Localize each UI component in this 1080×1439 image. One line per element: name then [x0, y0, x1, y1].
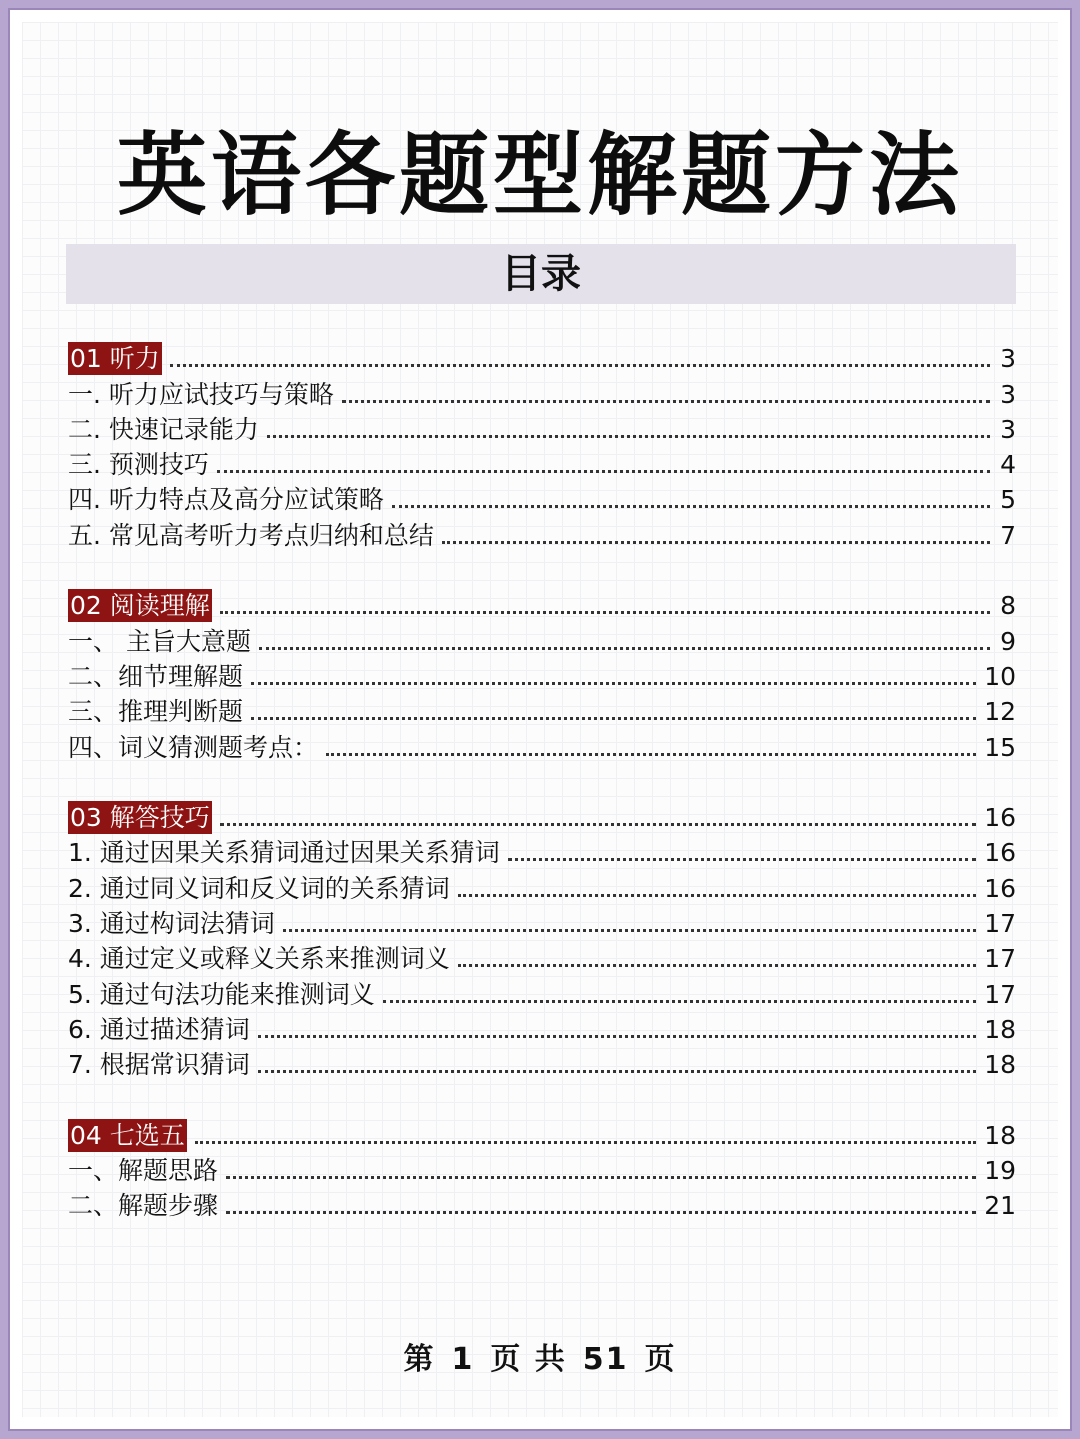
toc-page-number: 10 [984, 661, 1016, 691]
toc-entry-label: 一、 主旨大意题 [68, 626, 251, 656]
toc-entry-label: 一、解题思路 [68, 1156, 219, 1186]
dot-leader [458, 963, 976, 967]
toc-entry-row[interactable] [68, 1187, 1016, 1222]
toc-page-number: 18 [984, 1014, 1016, 1044]
table-of-contents [68, 340, 1016, 1222]
toc-entry-row[interactable] [68, 869, 1016, 904]
footer-prefix: 第 [403, 1342, 436, 1377]
toc-page-number: 12 [984, 697, 1016, 727]
toc-entry-label: 三、推理判断题 [68, 697, 244, 727]
dot-leader [392, 504, 990, 508]
dot-leader [226, 1175, 976, 1179]
footer-mid: 页 共 [490, 1342, 567, 1377]
toc-entry-row[interactable] [68, 834, 1016, 869]
dot-leader [251, 681, 976, 685]
toc-section-heading: 04 七选五 [70, 1120, 185, 1150]
dot-leader [226, 1210, 976, 1214]
toc-section-heading: 01 听力 [70, 344, 160, 374]
toc-entry-label: 2. 通过同义词和反义词的关系猜词 [68, 873, 450, 903]
toc-entry-row[interactable] [68, 1152, 1016, 1187]
dot-leader [220, 822, 976, 826]
dot-leader [195, 1140, 976, 1144]
dot-leader [170, 363, 990, 367]
toc-section-row[interactable] [68, 587, 1016, 622]
footer-current-page: 1 [451, 1342, 475, 1377]
toc-section-heading: 03 解答技巧 [70, 803, 210, 833]
toc-page-number: 21 [984, 1191, 1016, 1221]
toc-page-number: 8 [1000, 591, 1016, 621]
dot-leader [326, 752, 976, 756]
toc-entry-label: 5. 通过句法功能来推测词义 [68, 979, 375, 1009]
toc-section-row[interactable] [68, 1117, 1016, 1152]
document-title: 英语各题型解题方法 [117, 123, 963, 228]
dot-leader [217, 469, 990, 473]
dot-leader [383, 999, 976, 1003]
toc-entry-row[interactable] [68, 411, 1016, 446]
toc-heading: 目录 [66, 244, 1016, 304]
toc-entry-label: 四、词义猜测题考点： [68, 732, 319, 762]
toc-page-number: 3 [1000, 379, 1016, 409]
section-spacer [68, 1081, 1016, 1116]
dot-leader [258, 1034, 976, 1038]
toc-page-number: 19 [984, 1156, 1016, 1186]
toc-entry-row[interactable] [68, 658, 1016, 693]
toc-section-heading: 02 阅读理解 [70, 591, 210, 621]
dot-leader [267, 434, 990, 438]
dot-leader [283, 928, 976, 932]
dot-leader [251, 716, 976, 720]
toc-page-number: 17 [984, 944, 1016, 974]
dot-leader [259, 646, 990, 650]
toc-page-number: 5 [1000, 485, 1016, 515]
toc-entry-row[interactable] [68, 622, 1016, 657]
dot-leader [258, 1069, 976, 1073]
toc-entry-row[interactable] [68, 693, 1016, 728]
toc-entry-label: 3. 通过构词法猜词 [68, 909, 275, 939]
toc-page-number: 17 [984, 909, 1016, 939]
toc-entry-row[interactable] [68, 975, 1016, 1010]
toc-entry-label: 五. 常见高考听力考点归纳和总结 [68, 520, 434, 550]
toc-page-number: 7 [1000, 520, 1016, 550]
toc-entry-row[interactable] [68, 940, 1016, 975]
dot-leader [442, 540, 990, 544]
toc-entry-row[interactable] [68, 481, 1016, 516]
toc-page-number: 16 [984, 838, 1016, 868]
toc-entry-label: 四. 听力特点及高分应试策略 [68, 485, 384, 515]
toc-page-number: 18 [984, 1120, 1016, 1150]
toc-entry-row[interactable] [68, 728, 1016, 763]
toc-entry-row[interactable] [68, 375, 1016, 410]
dot-leader [508, 857, 976, 861]
toc-entry-row[interactable] [68, 1011, 1016, 1046]
footer-suffix: 页 [644, 1342, 677, 1377]
toc-entry-row[interactable] [68, 1046, 1016, 1081]
section-spacer [68, 764, 1016, 799]
toc-entry-label: 三. 预测技巧 [68, 450, 209, 480]
toc-entry-label: 1. 通过因果关系猜词通过因果关系猜词 [68, 838, 500, 868]
dot-leader [342, 399, 990, 403]
toc-entry-label: 一. 听力应试技巧与策略 [68, 379, 334, 409]
toc-page-number: 16 [984, 803, 1016, 833]
toc-entry-label: 4. 通过定义或释义关系来推测词义 [68, 944, 450, 974]
dot-leader [458, 893, 976, 897]
toc-entry-label: 二、细节理解题 [68, 661, 244, 691]
toc-page-number: 3 [1000, 414, 1016, 444]
footer-total-pages: 51 [582, 1342, 629, 1377]
page-footer [22, 1334, 1058, 1378]
toc-entry-row[interactable] [68, 905, 1016, 940]
toc-page-number: 3 [1000, 344, 1016, 374]
section-spacer [68, 552, 1016, 587]
page-body [22, 22, 1058, 1417]
toc-entry-label: 二、解题步骤 [68, 1191, 219, 1221]
toc-page-number: 17 [984, 979, 1016, 1009]
toc-page-number: 4 [1000, 450, 1016, 480]
toc-section-row[interactable] [68, 799, 1016, 834]
toc-entry-row[interactable] [68, 516, 1016, 551]
dot-leader [220, 610, 990, 614]
toc-page-number: 16 [984, 873, 1016, 903]
toc-section-row[interactable] [68, 340, 1016, 375]
toc-entry-label: 7. 根据常识猜词 [68, 1050, 250, 1080]
toc-page-number: 18 [984, 1050, 1016, 1080]
page-frame [8, 8, 1072, 1431]
toc-entry-row[interactable] [68, 446, 1016, 481]
toc-entry-label: 二. 快速记录能力 [68, 414, 259, 444]
toc-page-number: 9 [1000, 626, 1016, 656]
toc-entry-label: 6. 通过描述猜词 [68, 1014, 250, 1044]
toc-page-number: 15 [984, 732, 1016, 762]
